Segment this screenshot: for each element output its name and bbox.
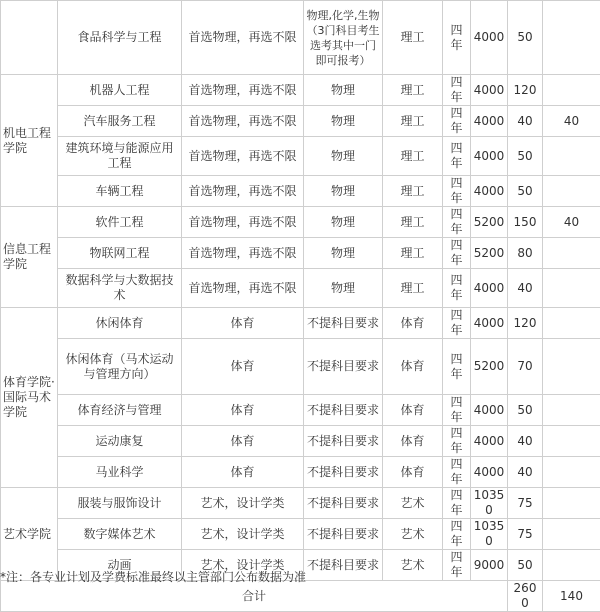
major-cell: 软件工程 bbox=[58, 207, 182, 238]
requirement-cell: 艺术，设计学类 bbox=[182, 488, 304, 519]
fee-cell: 4000 bbox=[471, 176, 508, 207]
subject-cell: 物理 bbox=[304, 269, 383, 308]
category-cell: 艺术 bbox=[383, 550, 443, 581]
plan-count-cell: 70 bbox=[508, 339, 543, 395]
major-cell: 机器人工程 bbox=[58, 75, 182, 106]
major-cell: 车辆工程 bbox=[58, 176, 182, 207]
years-cell: 四年 bbox=[443, 488, 471, 519]
requirement-cell: 首选物理，再选不限 bbox=[182, 137, 304, 176]
plan-count-cell: 50 bbox=[508, 550, 543, 581]
fee-cell: 5200 bbox=[471, 238, 508, 269]
category-cell: 理工 bbox=[383, 75, 443, 106]
total-plan-cell: 2600 bbox=[508, 581, 543, 612]
major-cell: 数字媒体艺术 bbox=[58, 519, 182, 550]
extra-count-cell: 40 bbox=[543, 106, 600, 137]
category-cell: 理工 bbox=[383, 137, 443, 176]
fee-cell: 4000 bbox=[471, 1, 508, 75]
major-cell: 休闲体育 bbox=[58, 308, 182, 339]
years-cell: 四年 bbox=[443, 308, 471, 339]
requirement-cell: 首选物理，再选不限 bbox=[182, 269, 304, 308]
extra-count-cell bbox=[543, 519, 600, 550]
years-cell: 四年 bbox=[443, 106, 471, 137]
category-cell: 理工 bbox=[383, 269, 443, 308]
footnote: *注：各专业计划及学费标准最终以主管部门公布数据为准 bbox=[0, 568, 306, 585]
years-cell: 四年 bbox=[443, 550, 471, 581]
requirement-cell: 体育 bbox=[182, 308, 304, 339]
table-body bbox=[1, 1, 600, 612]
requirement-cell: 体育 bbox=[182, 395, 304, 426]
subject-cell: 不提科目要求 bbox=[304, 519, 383, 550]
requirement-cell: 体育 bbox=[182, 339, 304, 395]
extra-count-cell bbox=[543, 269, 600, 308]
extra-count-cell bbox=[543, 488, 600, 519]
years-cell: 四年 bbox=[443, 269, 471, 308]
extra-count-cell bbox=[543, 137, 600, 176]
extra-count-cell: 40 bbox=[543, 207, 600, 238]
category-cell: 艺术 bbox=[383, 519, 443, 550]
plan-count-cell: 120 bbox=[508, 308, 543, 339]
years-cell: 四年 bbox=[443, 426, 471, 457]
total-row bbox=[1, 581, 600, 612]
requirement-cell: 首选物理，再选不限 bbox=[182, 1, 304, 75]
major-cell: 动画 bbox=[58, 550, 182, 581]
major-cell: 服装与服饰设计 bbox=[58, 488, 182, 519]
table-row bbox=[1, 176, 600, 207]
subject-cell: 不提科目要求 bbox=[304, 308, 383, 339]
requirement-cell: 首选物理，再选不限 bbox=[182, 238, 304, 269]
fee-cell: 4000 bbox=[471, 457, 508, 488]
major-cell: 建筑环境与能源应用工程 bbox=[58, 137, 182, 176]
years-cell: 四年 bbox=[443, 457, 471, 488]
plan-count-cell: 50 bbox=[508, 1, 543, 75]
subject-cell: 不提科目要求 bbox=[304, 488, 383, 519]
table-row bbox=[1, 395, 600, 426]
requirement-cell: 体育 bbox=[182, 426, 304, 457]
subject-cell: 物理 bbox=[304, 176, 383, 207]
subject-cell: 物理 bbox=[304, 207, 383, 238]
fee-cell: 4000 bbox=[471, 308, 508, 339]
subject-cell: 物理 bbox=[304, 75, 383, 106]
subject-cell: 物理,化学,生物（3门科目考生选考其中一门即可报考） bbox=[304, 1, 383, 75]
plan-count-cell: 75 bbox=[508, 488, 543, 519]
extra-count-cell bbox=[543, 395, 600, 426]
major-cell: 汽车服务工程 bbox=[58, 106, 182, 137]
school-cell bbox=[1, 1, 58, 75]
requirement-cell: 首选物理，再选不限 bbox=[182, 106, 304, 137]
table-row bbox=[1, 426, 600, 457]
table-row bbox=[1, 519, 600, 550]
category-cell: 理工 bbox=[383, 207, 443, 238]
category-cell: 体育 bbox=[383, 339, 443, 395]
extra-count-cell bbox=[543, 1, 600, 75]
plan-count-cell: 40 bbox=[508, 426, 543, 457]
category-cell: 体育 bbox=[383, 426, 443, 457]
years-cell: 四年 bbox=[443, 176, 471, 207]
years-cell: 四年 bbox=[443, 137, 471, 176]
plan-count-cell: 50 bbox=[508, 176, 543, 207]
fee-cell: 9000 bbox=[471, 550, 508, 581]
plan-count-cell: 50 bbox=[508, 137, 543, 176]
table-row bbox=[1, 238, 600, 269]
category-cell: 理工 bbox=[383, 238, 443, 269]
total-label: 合计 bbox=[1, 581, 508, 612]
fee-cell: 5200 bbox=[471, 339, 508, 395]
fee-cell: 4000 bbox=[471, 395, 508, 426]
requirement-cell: 体育 bbox=[182, 457, 304, 488]
table-row bbox=[1, 1, 600, 75]
major-cell: 运动康复 bbox=[58, 426, 182, 457]
category-cell: 理工 bbox=[383, 176, 443, 207]
fee-cell: 4000 bbox=[471, 75, 508, 106]
fee-cell: 10350 bbox=[471, 519, 508, 550]
major-cell: 休闲体育（马术运动与管理方向） bbox=[58, 339, 182, 395]
plan-count-cell: 120 bbox=[508, 75, 543, 106]
table-row bbox=[1, 308, 600, 339]
requirement-cell: 首选物理，再选不限 bbox=[182, 75, 304, 106]
category-cell: 理工 bbox=[383, 1, 443, 75]
category-cell: 艺术 bbox=[383, 488, 443, 519]
school-cell: 信息工程学院 bbox=[1, 207, 58, 308]
years-cell: 四年 bbox=[443, 519, 471, 550]
years-cell: 四年 bbox=[443, 238, 471, 269]
plan-count-cell: 50 bbox=[508, 395, 543, 426]
plan-count-cell: 150 bbox=[508, 207, 543, 238]
plan-count-cell: 75 bbox=[508, 519, 543, 550]
extra-count-cell bbox=[543, 457, 600, 488]
extra-count-cell bbox=[543, 176, 600, 207]
fee-cell: 4000 bbox=[471, 269, 508, 308]
years-cell: 四年 bbox=[443, 75, 471, 106]
requirement-cell: 艺术，设计学类 bbox=[182, 550, 304, 581]
category-cell: 体育 bbox=[383, 457, 443, 488]
category-cell: 理工 bbox=[383, 106, 443, 137]
years-cell: 四年 bbox=[443, 1, 471, 75]
plan-count-cell: 40 bbox=[508, 457, 543, 488]
requirement-cell: 艺术，设计学类 bbox=[182, 519, 304, 550]
table-row bbox=[1, 488, 600, 519]
school-cell: 艺术学院 bbox=[1, 488, 58, 581]
plan-count-cell: 40 bbox=[508, 106, 543, 137]
table-row bbox=[1, 207, 600, 238]
table-row bbox=[1, 137, 600, 176]
table-row bbox=[1, 269, 600, 308]
fee-cell: 4000 bbox=[471, 137, 508, 176]
subject-cell: 物理 bbox=[304, 238, 383, 269]
major-cell: 物联网工程 bbox=[58, 238, 182, 269]
subject-cell: 不提科目要求 bbox=[304, 550, 383, 581]
major-cell: 马业科学 bbox=[58, 457, 182, 488]
fee-cell: 5200 bbox=[471, 207, 508, 238]
years-cell: 四年 bbox=[443, 395, 471, 426]
years-cell: 四年 bbox=[443, 339, 471, 395]
fee-cell: 10350 bbox=[471, 488, 508, 519]
plan-count-cell: 40 bbox=[508, 269, 543, 308]
table-row bbox=[1, 457, 600, 488]
major-cell: 体育经济与管理 bbox=[58, 395, 182, 426]
extra-count-cell bbox=[543, 426, 600, 457]
extra-count-cell bbox=[543, 75, 600, 106]
major-cell: 食品科学与工程 bbox=[58, 1, 182, 75]
subject-cell: 物理 bbox=[304, 137, 383, 176]
subject-cell: 不提科目要求 bbox=[304, 457, 383, 488]
extra-count-cell bbox=[543, 238, 600, 269]
extra-count-cell bbox=[543, 550, 600, 581]
subject-cell: 不提科目要求 bbox=[304, 395, 383, 426]
extra-count-cell bbox=[543, 339, 600, 395]
requirement-cell: 首选物理，再选不限 bbox=[182, 207, 304, 238]
years-cell: 四年 bbox=[443, 207, 471, 238]
subject-cell: 不提科目要求 bbox=[304, 339, 383, 395]
table-row bbox=[1, 339, 600, 395]
category-cell: 体育 bbox=[383, 395, 443, 426]
extra-count-cell bbox=[543, 308, 600, 339]
major-cell: 数据科学与大数据技术 bbox=[58, 269, 182, 308]
school-cell: 机电工程学院 bbox=[1, 75, 58, 207]
total-extra-cell: 140 bbox=[543, 581, 600, 612]
school-cell: 体育学院·国际马术学院 bbox=[1, 308, 58, 488]
table-row bbox=[1, 106, 600, 137]
subject-cell: 物理 bbox=[304, 106, 383, 137]
table-row bbox=[1, 75, 600, 106]
fee-cell: 4000 bbox=[471, 106, 508, 137]
subject-cell: 不提科目要求 bbox=[304, 426, 383, 457]
category-cell: 体育 bbox=[383, 308, 443, 339]
requirement-cell: 首选物理，再选不限 bbox=[182, 176, 304, 207]
fee-cell: 4000 bbox=[471, 426, 508, 457]
plan-count-cell: 80 bbox=[508, 238, 543, 269]
